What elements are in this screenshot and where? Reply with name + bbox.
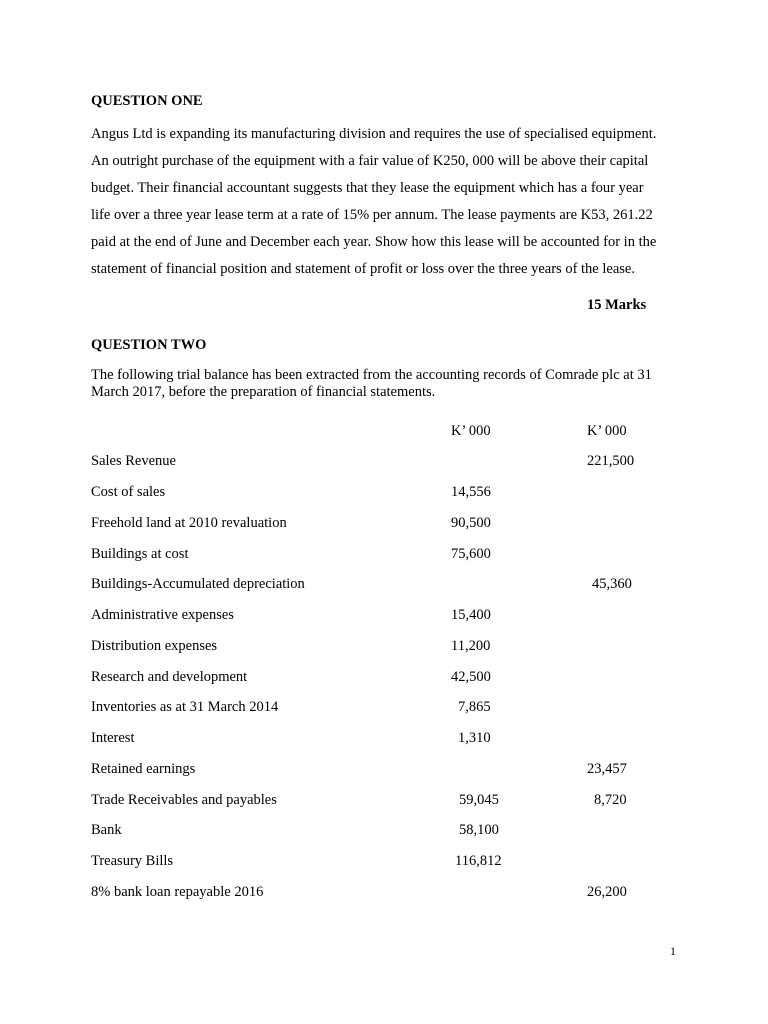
table-row-debit: 58,100 xyxy=(459,822,499,838)
table-row-credit: 45,360 xyxy=(592,576,632,592)
question-one-heading: QUESTION ONE xyxy=(91,93,203,109)
table-row-label: Treasury Bills xyxy=(91,853,174,869)
table-row-label: Buildings-Accumulated depreciation xyxy=(91,576,305,592)
question-one-text xyxy=(91,121,691,283)
table-row-label: 8% bank loan repayable 2016 xyxy=(91,884,264,900)
table-row-debit: 11,200 xyxy=(451,638,491,654)
question-one-line: budget. Their financial accountant suggests that they lease the equipment which has a four year xyxy=(91,180,644,196)
question-two-line: The following trial balance has been extracted from the accounting records of Comrade plc at 31 xyxy=(91,367,652,383)
table-row-label: Bank xyxy=(91,822,122,838)
table-row-debit: 116,812 xyxy=(455,853,502,869)
table-row-credit: 221,500 xyxy=(587,453,635,469)
table-row-credit: 23,457 xyxy=(587,761,627,777)
table-row-label: Retained earnings xyxy=(91,761,196,777)
table-row-debit: 75,600 xyxy=(451,546,491,562)
page-number: 1 xyxy=(670,944,676,958)
table-row-label: Buildings at cost xyxy=(91,546,189,562)
table-row-label: Inventories as at 31 March 2014 xyxy=(91,699,279,715)
question-one-line: statement of financial position and statement of profit or loss over the three years of the lease. xyxy=(91,261,635,277)
debit-column-header: K’ 000 xyxy=(451,423,491,439)
credit-column-header: K’ 000 xyxy=(587,423,627,439)
table-row-label: Research and development xyxy=(91,669,248,685)
table-row-credit: 26,200 xyxy=(587,884,627,900)
table-row-label: Cost of sales xyxy=(91,484,166,500)
table-row-debit: 1,310 xyxy=(458,730,491,746)
question-one-line: life over a three year lease term at a rate of 15% per annum. The lease payments are K53, 261.22 xyxy=(91,207,653,223)
question-two-heading: QUESTION TWO xyxy=(91,337,207,353)
table-row-debit: 14,556 xyxy=(451,484,491,500)
question-one-marks: 15 Marks xyxy=(587,297,647,313)
table-row-debit: 15,400 xyxy=(451,607,491,623)
table-row-label: Freehold land at 2010 revaluation xyxy=(91,515,287,531)
table-row-label: Interest xyxy=(91,730,135,746)
table-row-credit: 8,720 xyxy=(594,792,627,808)
table-row-debit: 59,045 xyxy=(459,792,499,808)
table-row-debit: 7,865 xyxy=(458,699,491,715)
question-one-line: Angus Ltd is expanding its manufacturing division and requires the use of specialised equipment. xyxy=(91,126,657,142)
question-two-line: March 2017, before the preparation of financial statements. xyxy=(91,384,436,400)
question-one-line: An outright purchase of the equipment with a fair value of K250, 000 will be above their capital xyxy=(91,153,649,169)
question-one-line: paid at the end of June and December each year. Show how this lease will be accounted for in the xyxy=(91,234,657,250)
table-row-label: Distribution expenses xyxy=(91,638,218,654)
question-two-text xyxy=(91,367,691,401)
table-row-debit: 42,500 xyxy=(451,669,491,685)
table-row-label: Sales Revenue xyxy=(91,453,176,469)
table-row-label: Administrative expenses xyxy=(91,607,234,623)
table-row-debit: 90,500 xyxy=(451,515,491,531)
table-row-label: Trade Receivables and payables xyxy=(91,792,277,808)
